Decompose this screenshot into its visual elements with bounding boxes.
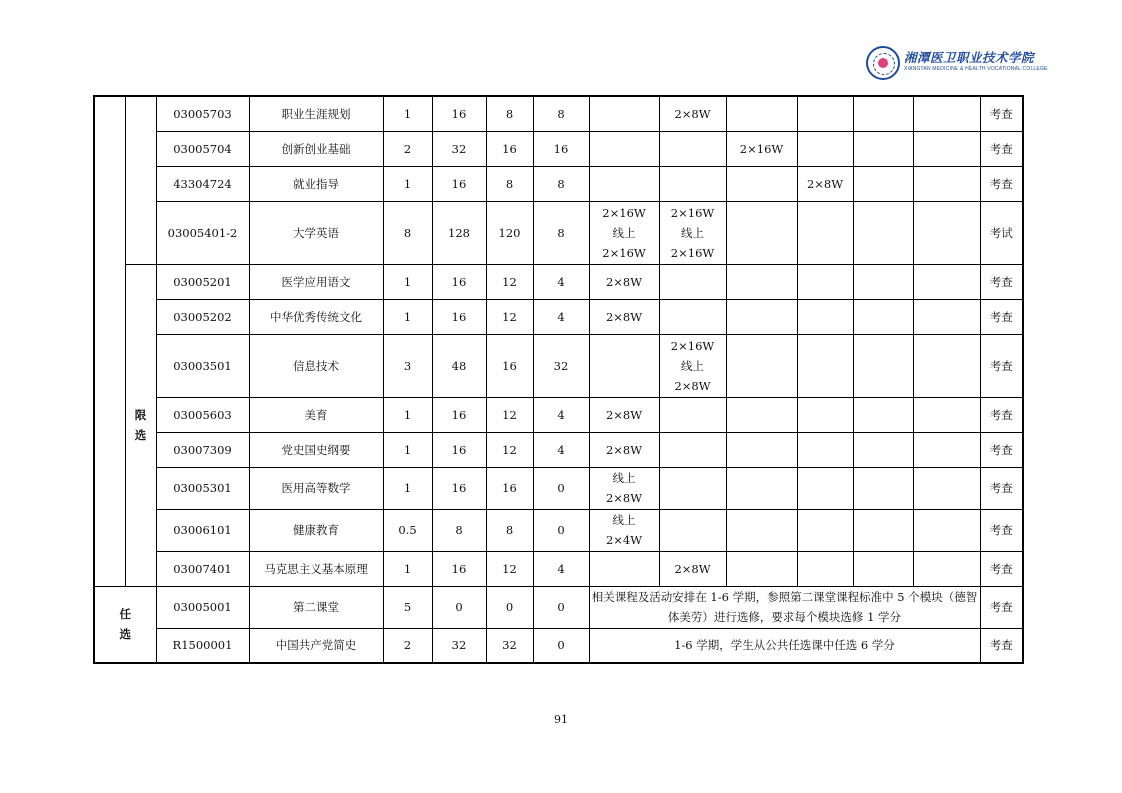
- term4: 2×8W: [797, 166, 853, 201]
- course-name: 信息技术: [249, 334, 383, 397]
- course-code: R1500001: [156, 628, 249, 663]
- theory-hours: 12: [486, 264, 533, 299]
- term1: [589, 96, 659, 131]
- course-code: 03005001: [156, 586, 249, 628]
- college-emblem-icon: [866, 46, 900, 80]
- table-row: [94, 166, 1023, 201]
- term4: [797, 509, 853, 551]
- curriculum-table: [93, 95, 1024, 664]
- course-code: 03005202: [156, 299, 249, 334]
- course-name: 马克思主义基本原理: [249, 551, 383, 586]
- term2: 2×16W 线上 2×16W: [659, 201, 726, 264]
- term4: [797, 131, 853, 166]
- table-row: [94, 509, 1023, 551]
- term6: [913, 334, 980, 397]
- term3: [726, 334, 797, 397]
- course-name: 大学英语: [249, 201, 383, 264]
- term3: [726, 96, 797, 131]
- table-row: [94, 586, 1023, 628]
- term1: 2×8W: [589, 264, 659, 299]
- course-name: 健康教育: [249, 509, 383, 551]
- term4: [797, 397, 853, 432]
- term4: [797, 467, 853, 509]
- course-code: 03005704: [156, 131, 249, 166]
- college-name-en: XIANGTAN MEDICINE & HEALTH VOCATIONAL COLLEGE: [904, 66, 1048, 72]
- term2: 2×8W: [659, 96, 726, 131]
- term1: 2×16W 线上 2×16W: [589, 201, 659, 264]
- term4: [797, 551, 853, 586]
- course-code: 03003501: [156, 334, 249, 397]
- exam-type: 考查: [980, 432, 1023, 467]
- credits: 1: [383, 397, 432, 432]
- table-row: [94, 334, 1023, 397]
- theory-hours: 0: [486, 586, 533, 628]
- term5: [853, 131, 913, 166]
- credits: 1: [383, 96, 432, 131]
- course-name: 中华优秀传统文化: [249, 299, 383, 334]
- term2: [659, 397, 726, 432]
- term3: 2×16W: [726, 131, 797, 166]
- term1: [589, 166, 659, 201]
- table-row: [94, 264, 1023, 299]
- credits: 1: [383, 166, 432, 201]
- course-name: 第二课堂: [249, 586, 383, 628]
- exam-type: 考查: [980, 96, 1023, 131]
- term1: 线上 2×8W: [589, 467, 659, 509]
- term3: [726, 551, 797, 586]
- practice-hours: 0: [533, 628, 589, 663]
- credits: 1: [383, 551, 432, 586]
- term5: [853, 334, 913, 397]
- course-code: 03005301: [156, 467, 249, 509]
- term5: [853, 299, 913, 334]
- total-hours: 16: [432, 166, 486, 201]
- term6: [913, 131, 980, 166]
- credits: 1: [383, 432, 432, 467]
- term4: [797, 432, 853, 467]
- term2: [659, 432, 726, 467]
- table-row: [94, 467, 1023, 509]
- total-hours: 16: [432, 467, 486, 509]
- term6: [913, 467, 980, 509]
- term5: [853, 509, 913, 551]
- total-hours: 128: [432, 201, 486, 264]
- theory-hours: 16: [486, 131, 533, 166]
- course-code: 03005703: [156, 96, 249, 131]
- category-cell: [94, 96, 125, 586]
- term6: [913, 299, 980, 334]
- table-row: [94, 96, 1023, 131]
- term4: [797, 334, 853, 397]
- course-code: 03005401-2: [156, 201, 249, 264]
- term3: [726, 432, 797, 467]
- practice-hours: 4: [533, 551, 589, 586]
- group-cell-blank: [125, 96, 156, 264]
- term4: [797, 299, 853, 334]
- exam-type: 考查: [980, 166, 1023, 201]
- course-code: 03005603: [156, 397, 249, 432]
- term4: [797, 264, 853, 299]
- total-hours: 0: [432, 586, 486, 628]
- credits: 0.5: [383, 509, 432, 551]
- theory-hours: 120: [486, 201, 533, 264]
- term5: [853, 467, 913, 509]
- term2: [659, 166, 726, 201]
- term2: [659, 509, 726, 551]
- credits: 1: [383, 299, 432, 334]
- course-name: 职业生涯规划: [249, 96, 383, 131]
- term3: [726, 509, 797, 551]
- course-name: 中国共产党简史: [249, 628, 383, 663]
- term1: [589, 131, 659, 166]
- practice-hours: 0: [533, 586, 589, 628]
- course-name: 美育: [249, 397, 383, 432]
- exam-type: 考查: [980, 397, 1023, 432]
- table-row: [94, 397, 1023, 432]
- exam-type: 考查: [980, 551, 1023, 586]
- term5: [853, 96, 913, 131]
- term2: 2×8W: [659, 551, 726, 586]
- table-row: [94, 299, 1023, 334]
- term2: [659, 467, 726, 509]
- term6: [913, 96, 980, 131]
- practice-hours: 4: [533, 299, 589, 334]
- term6: [913, 551, 980, 586]
- term6: [913, 201, 980, 264]
- total-hours: 48: [432, 334, 486, 397]
- term2: [659, 264, 726, 299]
- term3: [726, 467, 797, 509]
- table-row: [94, 201, 1023, 264]
- total-hours: 16: [432, 432, 486, 467]
- credits: 2: [383, 628, 432, 663]
- theory-hours: 16: [486, 334, 533, 397]
- course-name: 医学应用语文: [249, 264, 383, 299]
- total-hours: 16: [432, 96, 486, 131]
- term5: [853, 166, 913, 201]
- credits: 1: [383, 264, 432, 299]
- theory-hours: 16: [486, 467, 533, 509]
- credits: 2: [383, 131, 432, 166]
- table-row: [94, 131, 1023, 166]
- total-hours: 32: [432, 628, 486, 663]
- term2: [659, 299, 726, 334]
- term6: [913, 166, 980, 201]
- course-code: 03006101: [156, 509, 249, 551]
- term3: [726, 166, 797, 201]
- page-number: 91: [554, 713, 568, 726]
- arrangement-note: 1-6 学期，学生从公共任选课中任选 6 学分: [589, 628, 980, 663]
- practice-hours: 4: [533, 264, 589, 299]
- term4: [797, 201, 853, 264]
- term1: 2×8W: [589, 299, 659, 334]
- credits: 3: [383, 334, 432, 397]
- practice-hours: 0: [533, 509, 589, 551]
- theory-hours: 12: [486, 299, 533, 334]
- practice-hours: 4: [533, 397, 589, 432]
- practice-hours: 16: [533, 131, 589, 166]
- course-code: 03007309: [156, 432, 249, 467]
- practice-hours: 32: [533, 334, 589, 397]
- term3: [726, 201, 797, 264]
- term1: 2×8W: [589, 432, 659, 467]
- term3: [726, 397, 797, 432]
- term4: [797, 96, 853, 131]
- term3: [726, 299, 797, 334]
- term5: [853, 264, 913, 299]
- credits: 1: [383, 467, 432, 509]
- term6: [913, 264, 980, 299]
- exam-type: 考查: [980, 299, 1023, 334]
- course-code: 03005201: [156, 264, 249, 299]
- group-label-limited: 限 选: [125, 264, 156, 586]
- term5: [853, 432, 913, 467]
- term2: 2×16W 线上 2×8W: [659, 334, 726, 397]
- exam-type: 考查: [980, 264, 1023, 299]
- table-row: [94, 432, 1023, 467]
- term6: [913, 397, 980, 432]
- college-logo: [866, 46, 1048, 82]
- practice-hours: 8: [533, 96, 589, 131]
- total-hours: 32: [432, 131, 486, 166]
- exam-type: 考查: [980, 509, 1023, 551]
- term1: [589, 334, 659, 397]
- table-row: [94, 551, 1023, 586]
- theory-hours: 12: [486, 432, 533, 467]
- exam-type: 考查: [980, 467, 1023, 509]
- total-hours: 16: [432, 299, 486, 334]
- course-name: 创新创业基础: [249, 131, 383, 166]
- total-hours: 8: [432, 509, 486, 551]
- practice-hours: 0: [533, 467, 589, 509]
- arrangement-note: 相关课程及活动安排在 1-6 学期，参照第二课堂课程标准中 5 个模块（德智体美劳）进行选修，要求每个模块选修 1 学分: [589, 586, 980, 628]
- theory-hours: 8: [486, 96, 533, 131]
- group-label-optional: 任 选: [94, 586, 156, 663]
- term1: 2×8W: [589, 397, 659, 432]
- total-hours: 16: [432, 551, 486, 586]
- term3: [726, 264, 797, 299]
- theory-hours: 8: [486, 166, 533, 201]
- term1: [589, 551, 659, 586]
- table-row: [94, 628, 1023, 663]
- exam-type: 考查: [980, 586, 1023, 628]
- term6: [913, 432, 980, 467]
- exam-type: 考查: [980, 334, 1023, 397]
- course-code: 03007401: [156, 551, 249, 586]
- exam-type: 考查: [980, 131, 1023, 166]
- course-name: 党史国史纲要: [249, 432, 383, 467]
- exam-type: 考查: [980, 628, 1023, 663]
- practice-hours: 8: [533, 166, 589, 201]
- term5: [853, 551, 913, 586]
- exam-type: 考试: [980, 201, 1023, 264]
- practice-hours: 8: [533, 201, 589, 264]
- college-name-cn: 湘潭医卫职业技术学院: [904, 50, 1035, 65]
- total-hours: 16: [432, 264, 486, 299]
- course-code: 43304724: [156, 166, 249, 201]
- term5: [853, 397, 913, 432]
- credits: 8: [383, 201, 432, 264]
- term6: [913, 509, 980, 551]
- term5: [853, 201, 913, 264]
- course-name: 就业指导: [249, 166, 383, 201]
- practice-hours: 4: [533, 432, 589, 467]
- term1: 线上 2×4W: [589, 509, 659, 551]
- course-name: 医用高等数学: [249, 467, 383, 509]
- theory-hours: 12: [486, 397, 533, 432]
- theory-hours: 32: [486, 628, 533, 663]
- term2: [659, 131, 726, 166]
- theory-hours: 8: [486, 509, 533, 551]
- credits: 5: [383, 586, 432, 628]
- total-hours: 16: [432, 397, 486, 432]
- theory-hours: 12: [486, 551, 533, 586]
